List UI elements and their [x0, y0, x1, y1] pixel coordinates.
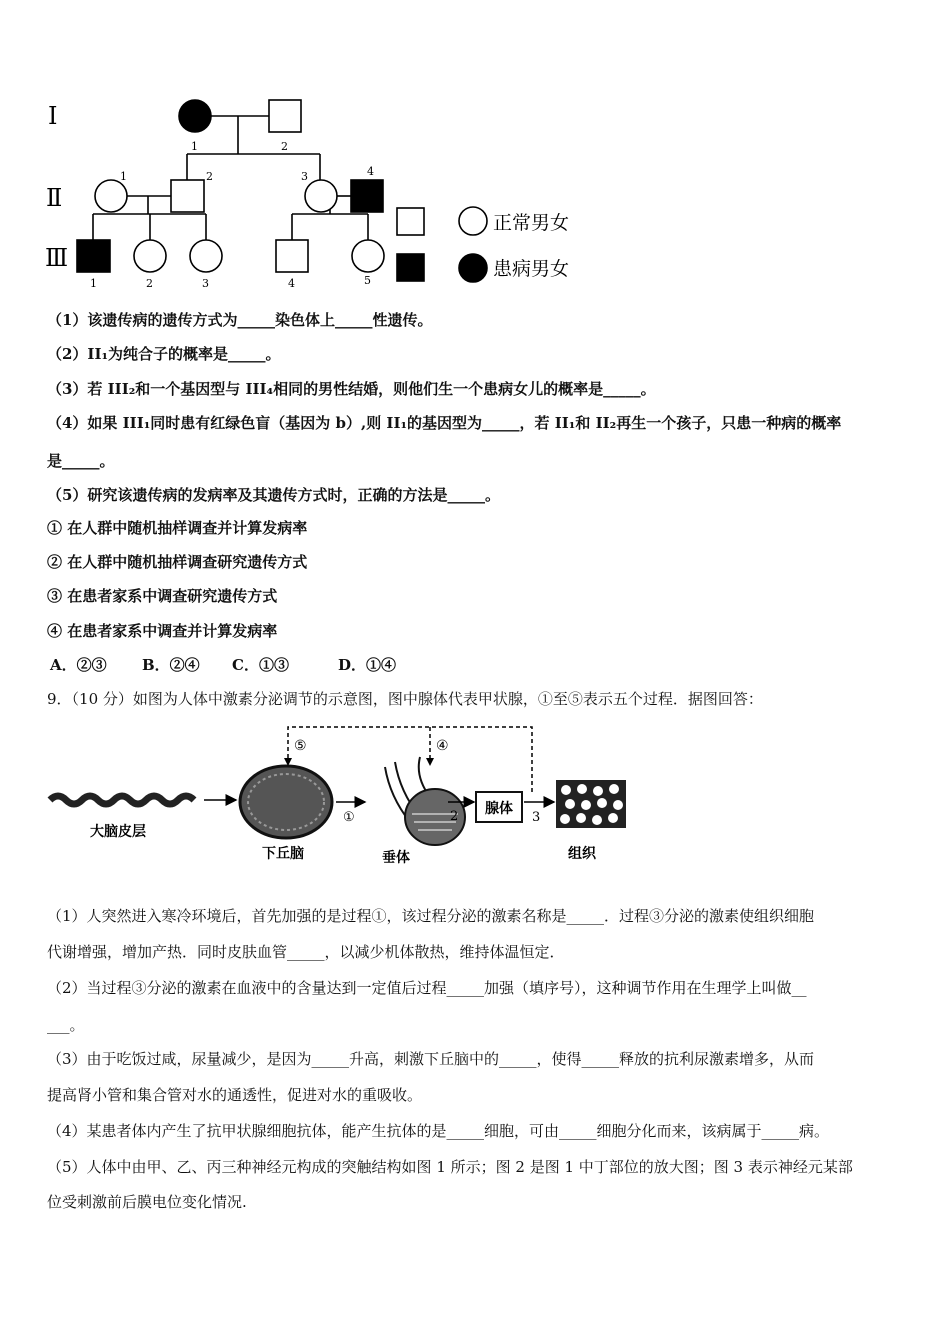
q9-part2-line1: （2）当过程③分泌的激素在血液中的含量达到一定值后过程_____加强（填序号），这种调节作用在生理学上叫做__ — [47, 979, 807, 997]
q9-part2-line2: ___。 — [47, 1016, 85, 1034]
q8-choice-a: A．②③ — [50, 656, 107, 674]
process-3-label: 3 — [532, 810, 541, 825]
legend-normal-label: 正常男女 — [493, 212, 570, 234]
cortex-label: 大脑皮层 — [90, 824, 146, 840]
q8-part5: （5）研究该遗传病的发病率及其遗传方式时，正确的方法是_____。 — [47, 486, 500, 504]
q9-part1-line2: 代谢增强，增加产热．同时皮肤血管_____，以减少机体散热，维持体温恒定． — [47, 943, 565, 961]
process-4-label: ④ — [436, 738, 449, 754]
pedigree-II3-normal-female — [305, 180, 337, 212]
gen3-num-4: 4 — [288, 277, 295, 290]
legend-affected-female-symbol — [459, 254, 487, 282]
cerebral-cortex-shape — [50, 796, 194, 804]
hypothalamus-shape — [240, 766, 332, 838]
pedigree-III4-normal-male — [276, 240, 308, 272]
q8-choice-b: B．②④ — [142, 656, 200, 674]
q8-part4-line1: （4）如果 III₁同时患有红绿色盲（基因为 b）,则 II₁的基因型为_____，若 II₁和 II₂再生一个孩子，只患一种病的概率 — [47, 414, 842, 432]
tissue-label: 组织 — [568, 846, 596, 862]
gen2-num-1: 1 — [120, 170, 127, 183]
q9-part5-line1: （5）人体中由甲、乙、丙三种神经元构成的突触结构如图 1 所示；图 2 是图 1 中丁部位的放大图；图 3 表示神经元某部 — [47, 1158, 853, 1176]
tissue-shape — [556, 780, 626, 828]
pedigree-III5-normal-female — [352, 240, 384, 272]
process-1-label: ① — [343, 810, 355, 825]
q8-part2: （2）II₁为纯合子的概率是_____。 — [47, 345, 281, 363]
pedigree-III2-normal-female — [134, 240, 166, 272]
q9-part3-line2: 提高肾小管和集合管对水的通透性，促进对水的重吸收。 — [47, 1086, 423, 1104]
pedigree-chart — [40, 88, 600, 298]
hypothalamus-label: 下丘脑 — [262, 846, 304, 862]
gland-label: 腺体 — [485, 801, 513, 817]
pedigree-II4-affected-male — [351, 180, 383, 212]
gen3-num-1: 1 — [90, 277, 97, 290]
gen1-num-1: 1 — [191, 140, 198, 153]
q8-option-3: ③ 在患者家系中调查研究遗传方式 — [47, 587, 278, 605]
gen2-num-2: 2 — [206, 170, 213, 183]
pedigree-II2-normal-male — [171, 180, 204, 212]
q8-part3: （3）若 III₂和一个基因型与 III₄相同的男性结婚，则他们生一个患病女儿的概率是_____。 — [47, 380, 656, 398]
gen2-num-3: 3 — [301, 170, 308, 183]
pedigree-III1-affected-male — [77, 240, 110, 272]
legend-affected-male-symbol — [397, 254, 424, 281]
gen1-num-2: 2 — [281, 140, 288, 153]
q8-part4-line2: 是_____。 — [47, 452, 115, 470]
q9-heading: 9．（10 分）如图为人体中激素分泌调节的示意图，图中腺体代表甲状腺，①至⑤表示五个过程．据图回答： — [47, 690, 763, 708]
gen3-num-3: 3 — [202, 277, 209, 290]
gen3-num-2: 2 — [146, 277, 153, 290]
gen2-num-4: 4 — [367, 165, 374, 178]
gen-label-2: Ⅱ — [46, 184, 63, 212]
q8-option-1: ① 在人群中随机抽样调查并计算发病率 — [47, 519, 308, 537]
pedigree-I2-normal-male — [269, 100, 301, 132]
pedigree-II1-normal-female — [95, 180, 127, 212]
q9-part1-line1: （1）人突然进入寒冷环境后，首先加强的是过程①，该过程分泌的激素名称是_____．过程③分泌的激素使组织细胞 — [47, 907, 815, 925]
pedigree-III3-normal-female — [190, 240, 222, 272]
legend-normal-female-symbol — [459, 207, 487, 235]
pedigree-I1-affected-female — [179, 100, 211, 132]
q8-choice-c: C．①③ — [232, 656, 289, 674]
pituitary-label: 垂体 — [382, 850, 410, 866]
q9-part5-line2: 位受刺激前后膜电位变化情况. — [47, 1193, 247, 1211]
q8-part1: （1）该遗传病的遗传方式为_____染色体上_____性遗传。 — [47, 311, 433, 329]
q8-option-4: ④ 在患者家系中调查并计算发病率 — [47, 622, 278, 640]
pituitary-shape — [385, 757, 465, 845]
process-5-label: ⑤ — [294, 738, 307, 754]
q9-part3-line1: （3）由于吃饭过咸，尿量减少，是因为_____升高，刺激下丘脑中的_____，使得_____释放的抗利尿激素增多，从而 — [47, 1050, 815, 1068]
gen3-num-5: 5 — [364, 274, 371, 287]
q9-part4: （4）某患者体内产生了抗甲状腺细胞抗体，能产生抗体的是_____细胞，可由_____细胞分化而来，该病属于_____病。 — [47, 1122, 830, 1140]
hormone-regulation-diagram — [40, 722, 640, 872]
process-2-label: 2 — [450, 809, 459, 824]
gen-label-3: Ⅲ — [45, 244, 69, 272]
legend-normal-male-symbol — [397, 208, 424, 235]
gen-label-1: Ⅰ — [48, 102, 58, 130]
legend-affected-label: 患病男女 — [493, 258, 570, 280]
q8-option-2: ② 在人群中随机抽样调查研究遗传方式 — [47, 553, 308, 571]
q8-choice-d: D．①④ — [338, 656, 397, 674]
